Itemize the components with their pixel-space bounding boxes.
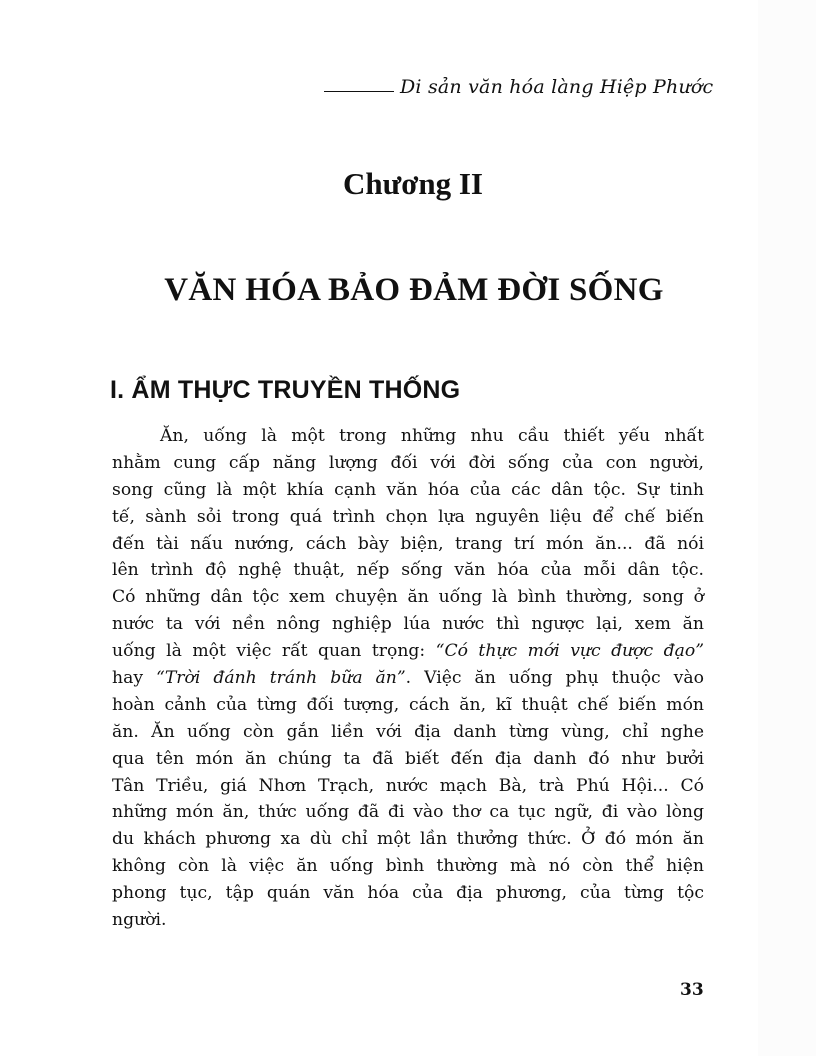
body-line: song cũng là một khía cạnh văn hóa của các dân tộc. Sự tinh [112,479,704,500]
section-heading: I. ẨM THỰC TRUYỀN THỐNG [110,376,461,404]
running-header [324,72,714,102]
body-line: đến tài nấu nướng, cách bày biện, trang trí món ăn... đã nói [112,533,704,554]
body-line: nước ta với nền nông nghiệp lúa nước thì ngược lại, xem ăn [112,614,704,635]
body-line: qua tên món ăn chúng ta đã biết đến địa danh đó như bưởi [112,748,704,769]
page-edge-shade [758,0,816,1056]
body-text-segment: uống là một việc rất quan trọng: [112,641,436,662]
body-paragraph [112,423,704,934]
body-line: hoàn cảnh của từng đối tượng, cách ăn, kĩ thuật chế biến món [112,694,704,715]
page-number: 33 [680,980,704,1000]
body-line: Ăn, uống là một trong những nhu cầu thiết yếu nhất [160,426,704,446]
body-line: người. [112,910,167,931]
body-line: Tân Triều, giá Nhơn Trạch, nước mạch Bà, trà Phú Hội... Có [112,775,704,796]
body-text-segment: hay [112,668,157,689]
body-text-segment: . Việc ăn uống phụ thuộc vào [405,668,704,689]
running-header-text: Di sản văn hóa làng Hiệp Phước [400,76,714,98]
body-line: không còn là việc ăn uống bình thường mà nó còn thể hiện [112,856,704,877]
body-line: phong tục, tập quán văn hóa của địa phương, của từng tộc [112,883,704,904]
chapter-label: Chương II [342,166,483,201]
body-line: ăn. Ăn uống còn gắn liền với địa danh từng vùng, chỉ nghe [112,721,704,742]
body-line: Có những dân tộc xem chuyện ăn uống là bình thường, song ở [112,587,704,608]
body-line: lên trình độ nghệ thuật, nếp sống văn hóa của mỗi dân tộc. [112,560,704,581]
proverb-quote: “Trời đánh tránh bữa ăn” [156,668,406,689]
body-line: du khách phương xa dù chỉ một lần thưởng thức. Ở đó món ăn [112,829,704,850]
header-rule [324,91,394,92]
body-line: những món ăn, thức uống đã đi vào thơ ca tục ngữ, đi vào lòng [112,802,704,823]
body-line-with-quote [112,638,704,665]
body-line: tế, sành sỏi trong quá trình chọn lựa nguyên liệu để chế biến [112,506,704,527]
body-line: nhằm cung cấp năng lượng đối với đời sống của con người, [112,452,704,473]
chapter-title: VĂN HÓA BẢO ĐẢM ĐỜI SỐNG [164,272,664,308]
body-line-with-quote [112,665,704,692]
proverb-quote: “Có thực mới vực được đạo” [435,641,704,662]
